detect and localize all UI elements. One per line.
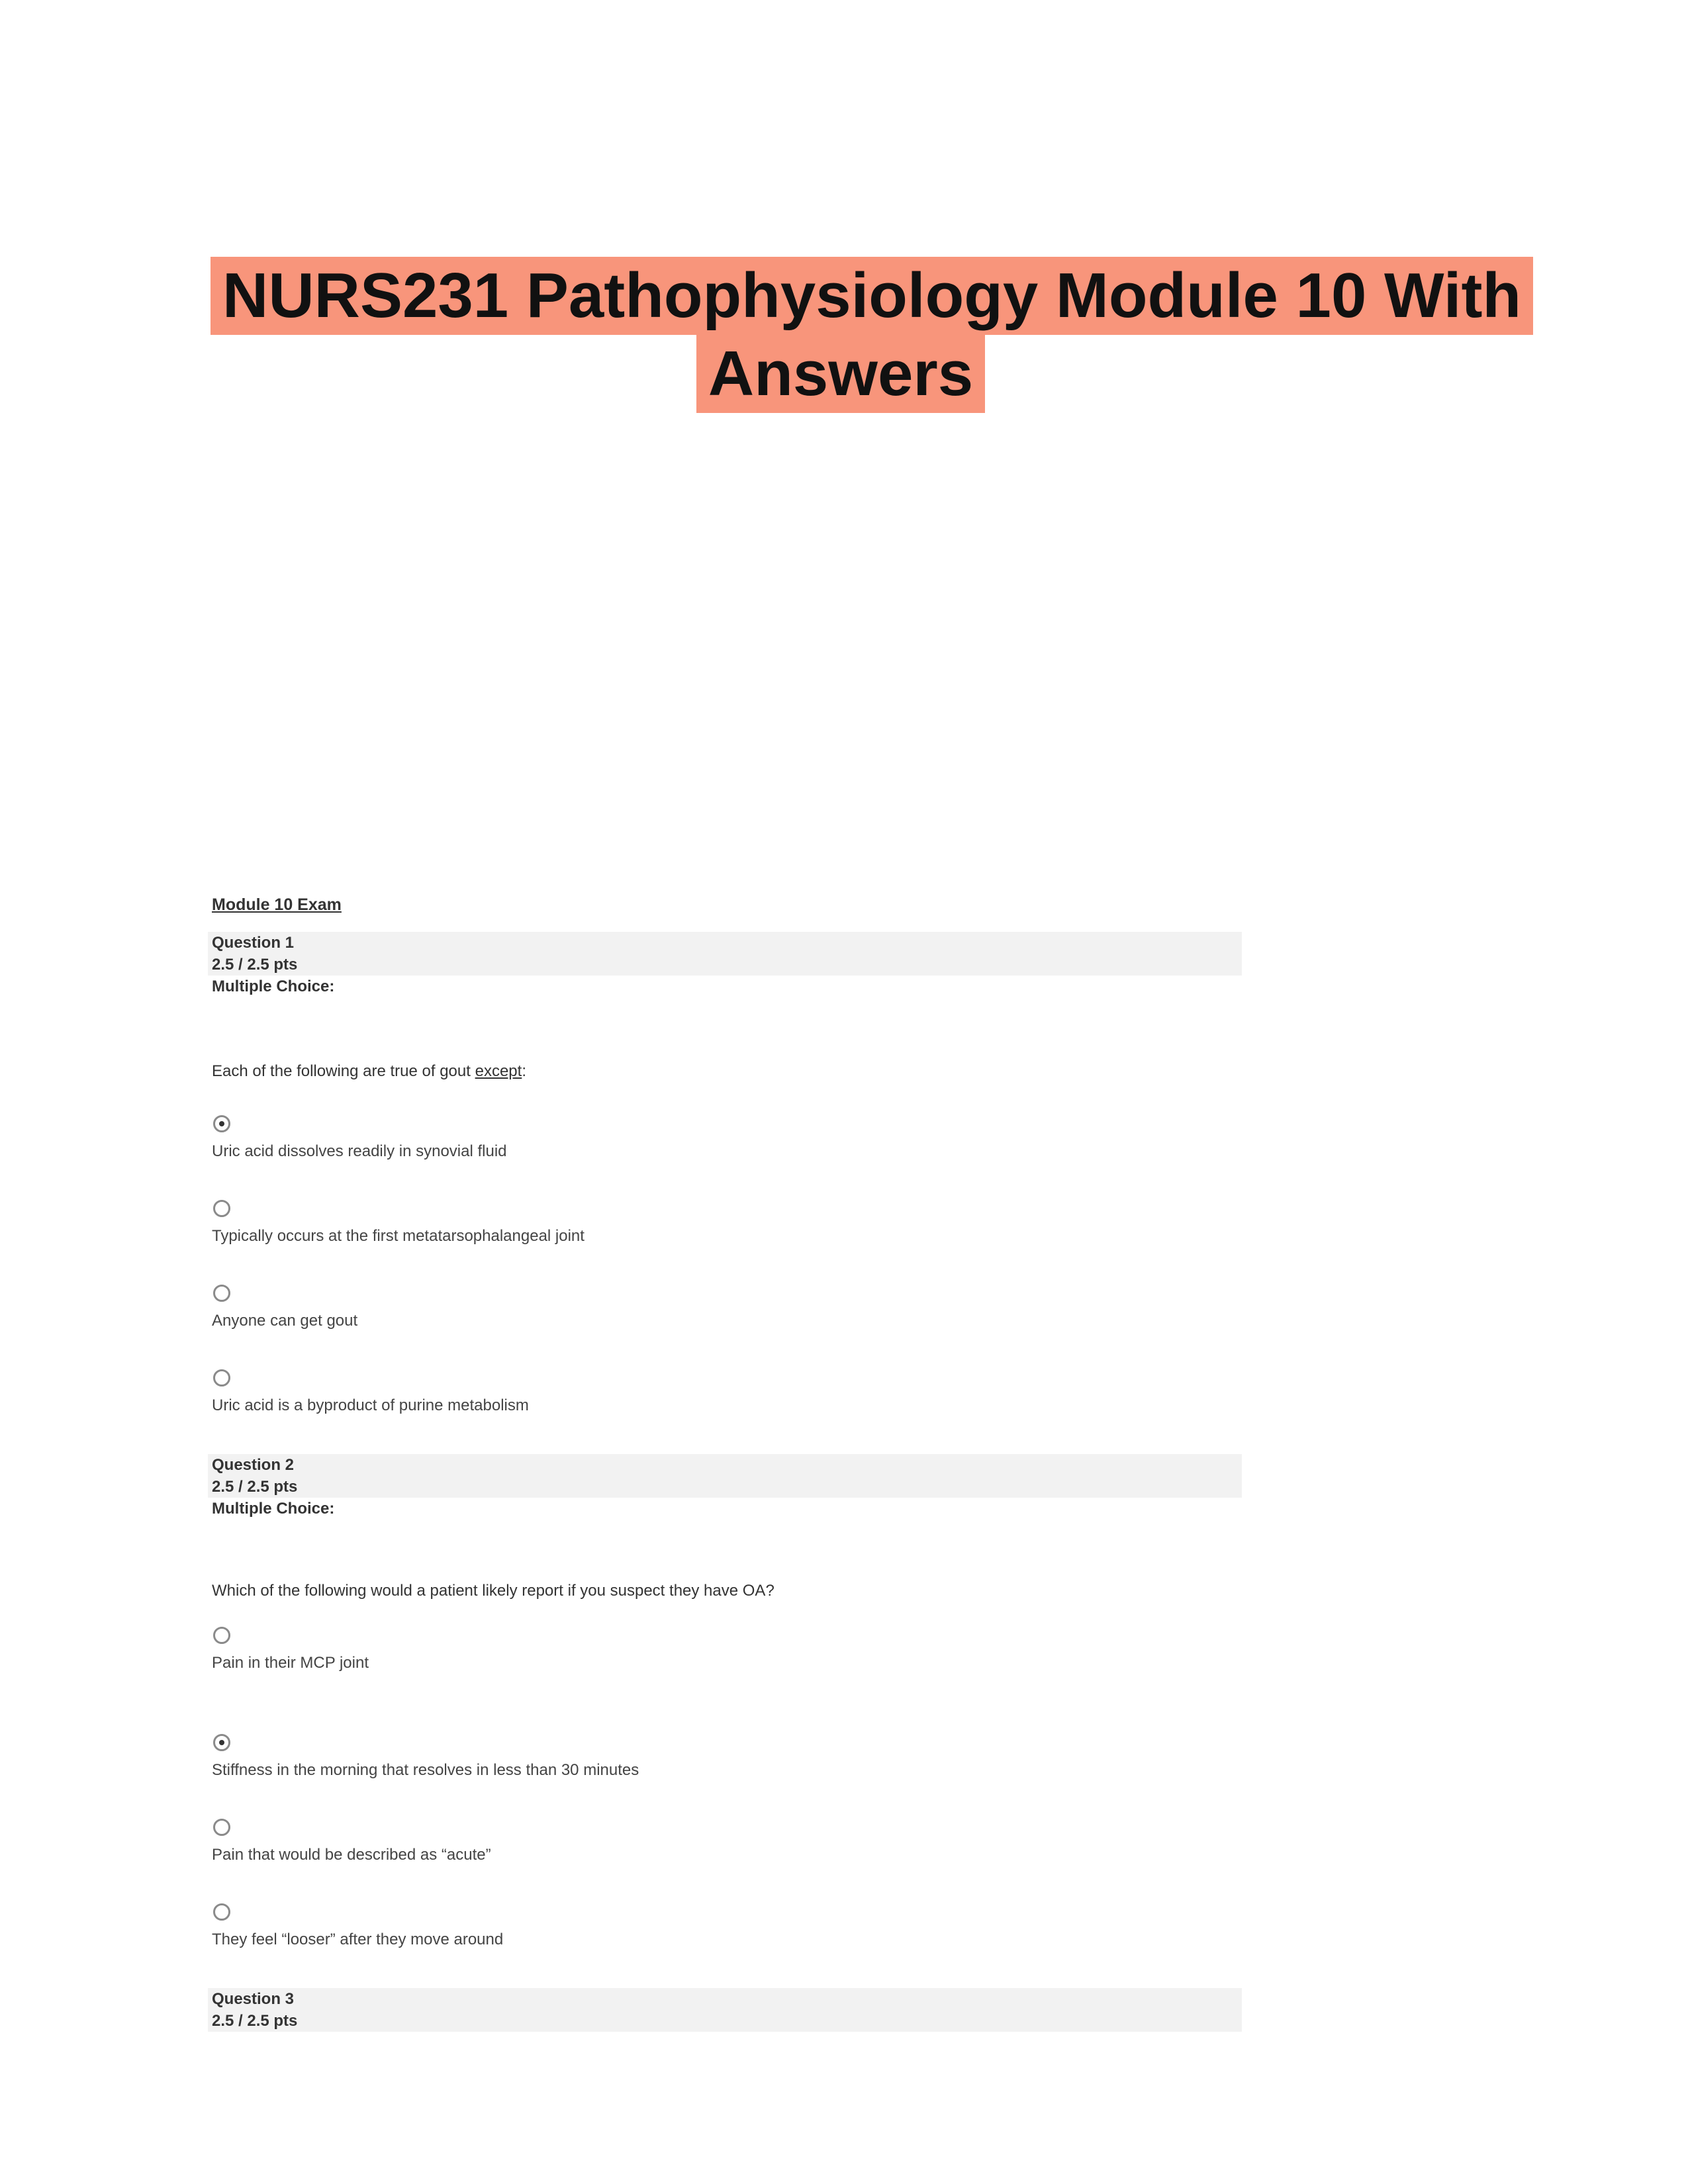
question-label: Question 3 <box>212 1990 295 2008</box>
answer-option[interactable] <box>212 1819 1244 1865</box>
question-prompt <box>212 1061 1244 1082</box>
answer-label: Anyone can get gout <box>212 1312 358 1330</box>
question-3 <box>212 1988 1244 2032</box>
prompt-text-end: : <box>522 1062 526 1080</box>
prompt-text: Each of the following are true of gout <box>212 1062 475 1080</box>
answer-label: Uric acid dissolves readily in synovial fluid <box>212 1142 507 1160</box>
answer-label: Pain in their MCP joint <box>212 1654 369 1672</box>
radio-selected-icon[interactable] <box>213 1115 230 1132</box>
question-points: 2.5 / 2.5 pts <box>212 1478 298 1496</box>
question-prompt: Which of the following would a patient likely report if you suspect they have OA? <box>212 1582 774 1600</box>
answer-label: Stiffness in the morning that resolves in less than 30 minutes <box>212 1761 639 1779</box>
radio-icon[interactable] <box>213 1819 230 1836</box>
radio-icon[interactable] <box>213 1200 230 1217</box>
answer-option[interactable] <box>212 1369 1244 1416</box>
question-header <box>212 1454 1244 1520</box>
answer-label: Pain that would be described as “acute” <box>212 1846 491 1864</box>
question-points: 2.5 / 2.5 pts <box>212 956 298 974</box>
question-1 <box>212 932 1244 1416</box>
document-title <box>211 257 1522 413</box>
question-header <box>212 932 1244 997</box>
answer-option[interactable] <box>212 1903 1244 1950</box>
question-points: 2.5 / 2.5 pts <box>212 2012 298 2030</box>
question-2 <box>212 1454 1244 1950</box>
question-label: Question 2 <box>212 1456 295 1474</box>
answer-label: They feel “looser” after they move around <box>212 1931 504 1948</box>
radio-icon[interactable] <box>213 1627 230 1644</box>
question-type: Multiple Choice: <box>212 1500 335 1518</box>
answer-option[interactable] <box>212 1734 1244 1780</box>
answer-option[interactable] <box>212 1115 1244 1161</box>
question-label: Question 1 <box>212 934 295 952</box>
question-type: Multiple Choice: <box>212 978 335 995</box>
answer-label: Uric acid is a byproduct of purine metabolism <box>212 1396 529 1414</box>
title-line-1: NURS231 Pathophysiology Module 10 With <box>211 257 1533 335</box>
exam-heading: Module 10 Exam <box>212 895 342 914</box>
answer-option[interactable] <box>212 1200 1244 1246</box>
answer-option[interactable] <box>212 1627 1244 1673</box>
exam-content <box>212 893 1244 2032</box>
answer-option[interactable] <box>212 1285 1244 1331</box>
radio-icon[interactable] <box>213 1903 230 1921</box>
title-line-2: Answers <box>696 335 985 413</box>
prompt-emphasis: except <box>475 1062 522 1080</box>
answer-label: Typically occurs at the first metatarsophalangeal joint <box>212 1227 585 1245</box>
radio-icon[interactable] <box>213 1369 230 1387</box>
question-header <box>212 1988 1244 2032</box>
radio-selected-icon[interactable] <box>213 1734 230 1751</box>
radio-icon[interactable] <box>213 1285 230 1302</box>
